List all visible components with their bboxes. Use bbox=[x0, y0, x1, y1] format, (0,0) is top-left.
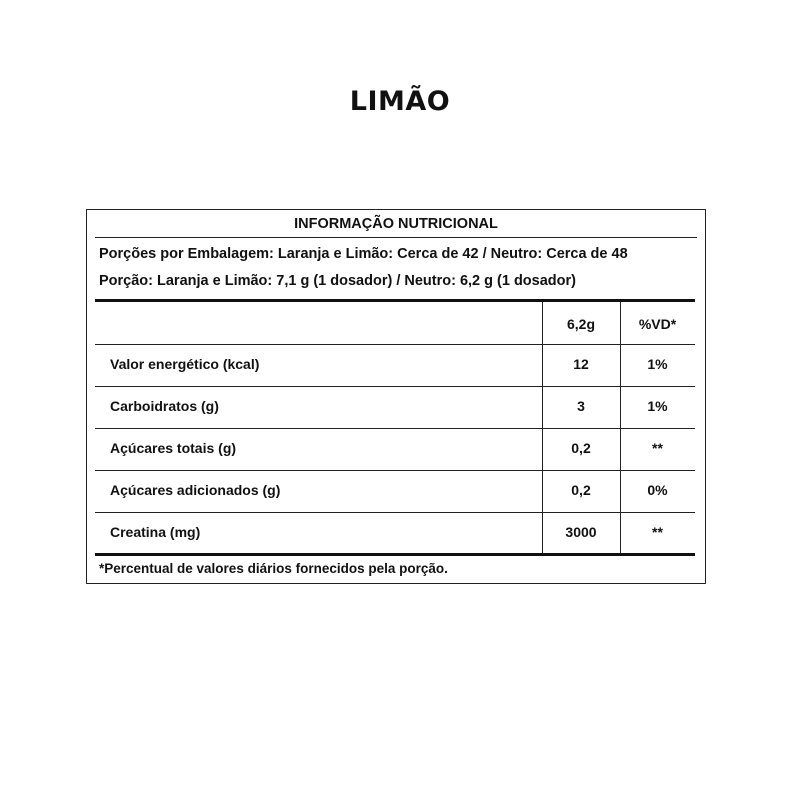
serving-size: Porção: Laranja e Limão: 7,1 g (1 dosador) / Neutro: 6,2 g (1 dosador) bbox=[99, 273, 576, 289]
header-dv: %VD* bbox=[638, 316, 677, 332]
row-divider bbox=[95, 470, 695, 471]
nutrient-name: Açúcares totais (g) bbox=[110, 440, 237, 456]
nutrient-amount: 0,2 bbox=[571, 482, 591, 498]
nutrition-facts-table bbox=[86, 209, 706, 584]
nutrient-dv: 1% bbox=[647, 356, 668, 372]
nutrient-amount: 0,2 bbox=[571, 440, 591, 456]
nutrient-amount: 12 bbox=[573, 356, 589, 372]
nutrient-amount: 3 bbox=[577, 398, 585, 414]
thick-divider-top bbox=[95, 299, 695, 302]
thick-divider-bottom bbox=[95, 553, 695, 556]
nutrient-dv: ** bbox=[652, 524, 663, 540]
nutrient-name: Valor energético (kcal) bbox=[110, 356, 260, 372]
footnote: *Percentual de valores diários fornecidos pela porção. bbox=[99, 561, 448, 576]
nutrient-name: Carboidratos (g) bbox=[110, 398, 219, 414]
nutrient-dv: ** bbox=[652, 440, 663, 456]
row-divider bbox=[95, 512, 695, 513]
nutrient-dv: 1% bbox=[647, 398, 668, 414]
table-title: INFORMAÇÃO NUTRICIONAL bbox=[294, 216, 498, 232]
title-divider bbox=[95, 237, 697, 238]
nutrient-dv: 0% bbox=[647, 482, 668, 498]
servings-per-package: Porções por Embalagem: Laranja e Limão: Cerca de 42 / Neutro: Cerca de 48 bbox=[99, 246, 628, 262]
nutrient-name: Creatina (mg) bbox=[110, 524, 201, 540]
page-title: LIMÃO bbox=[349, 86, 451, 117]
row-divider bbox=[95, 386, 695, 387]
header-amount: 6,2g bbox=[566, 316, 595, 332]
nutrient-amount: 3000 bbox=[565, 524, 597, 540]
nutrient-name: Açúcares adicionados (g) bbox=[110, 482, 281, 498]
row-divider bbox=[95, 428, 695, 429]
row-divider bbox=[95, 344, 695, 345]
